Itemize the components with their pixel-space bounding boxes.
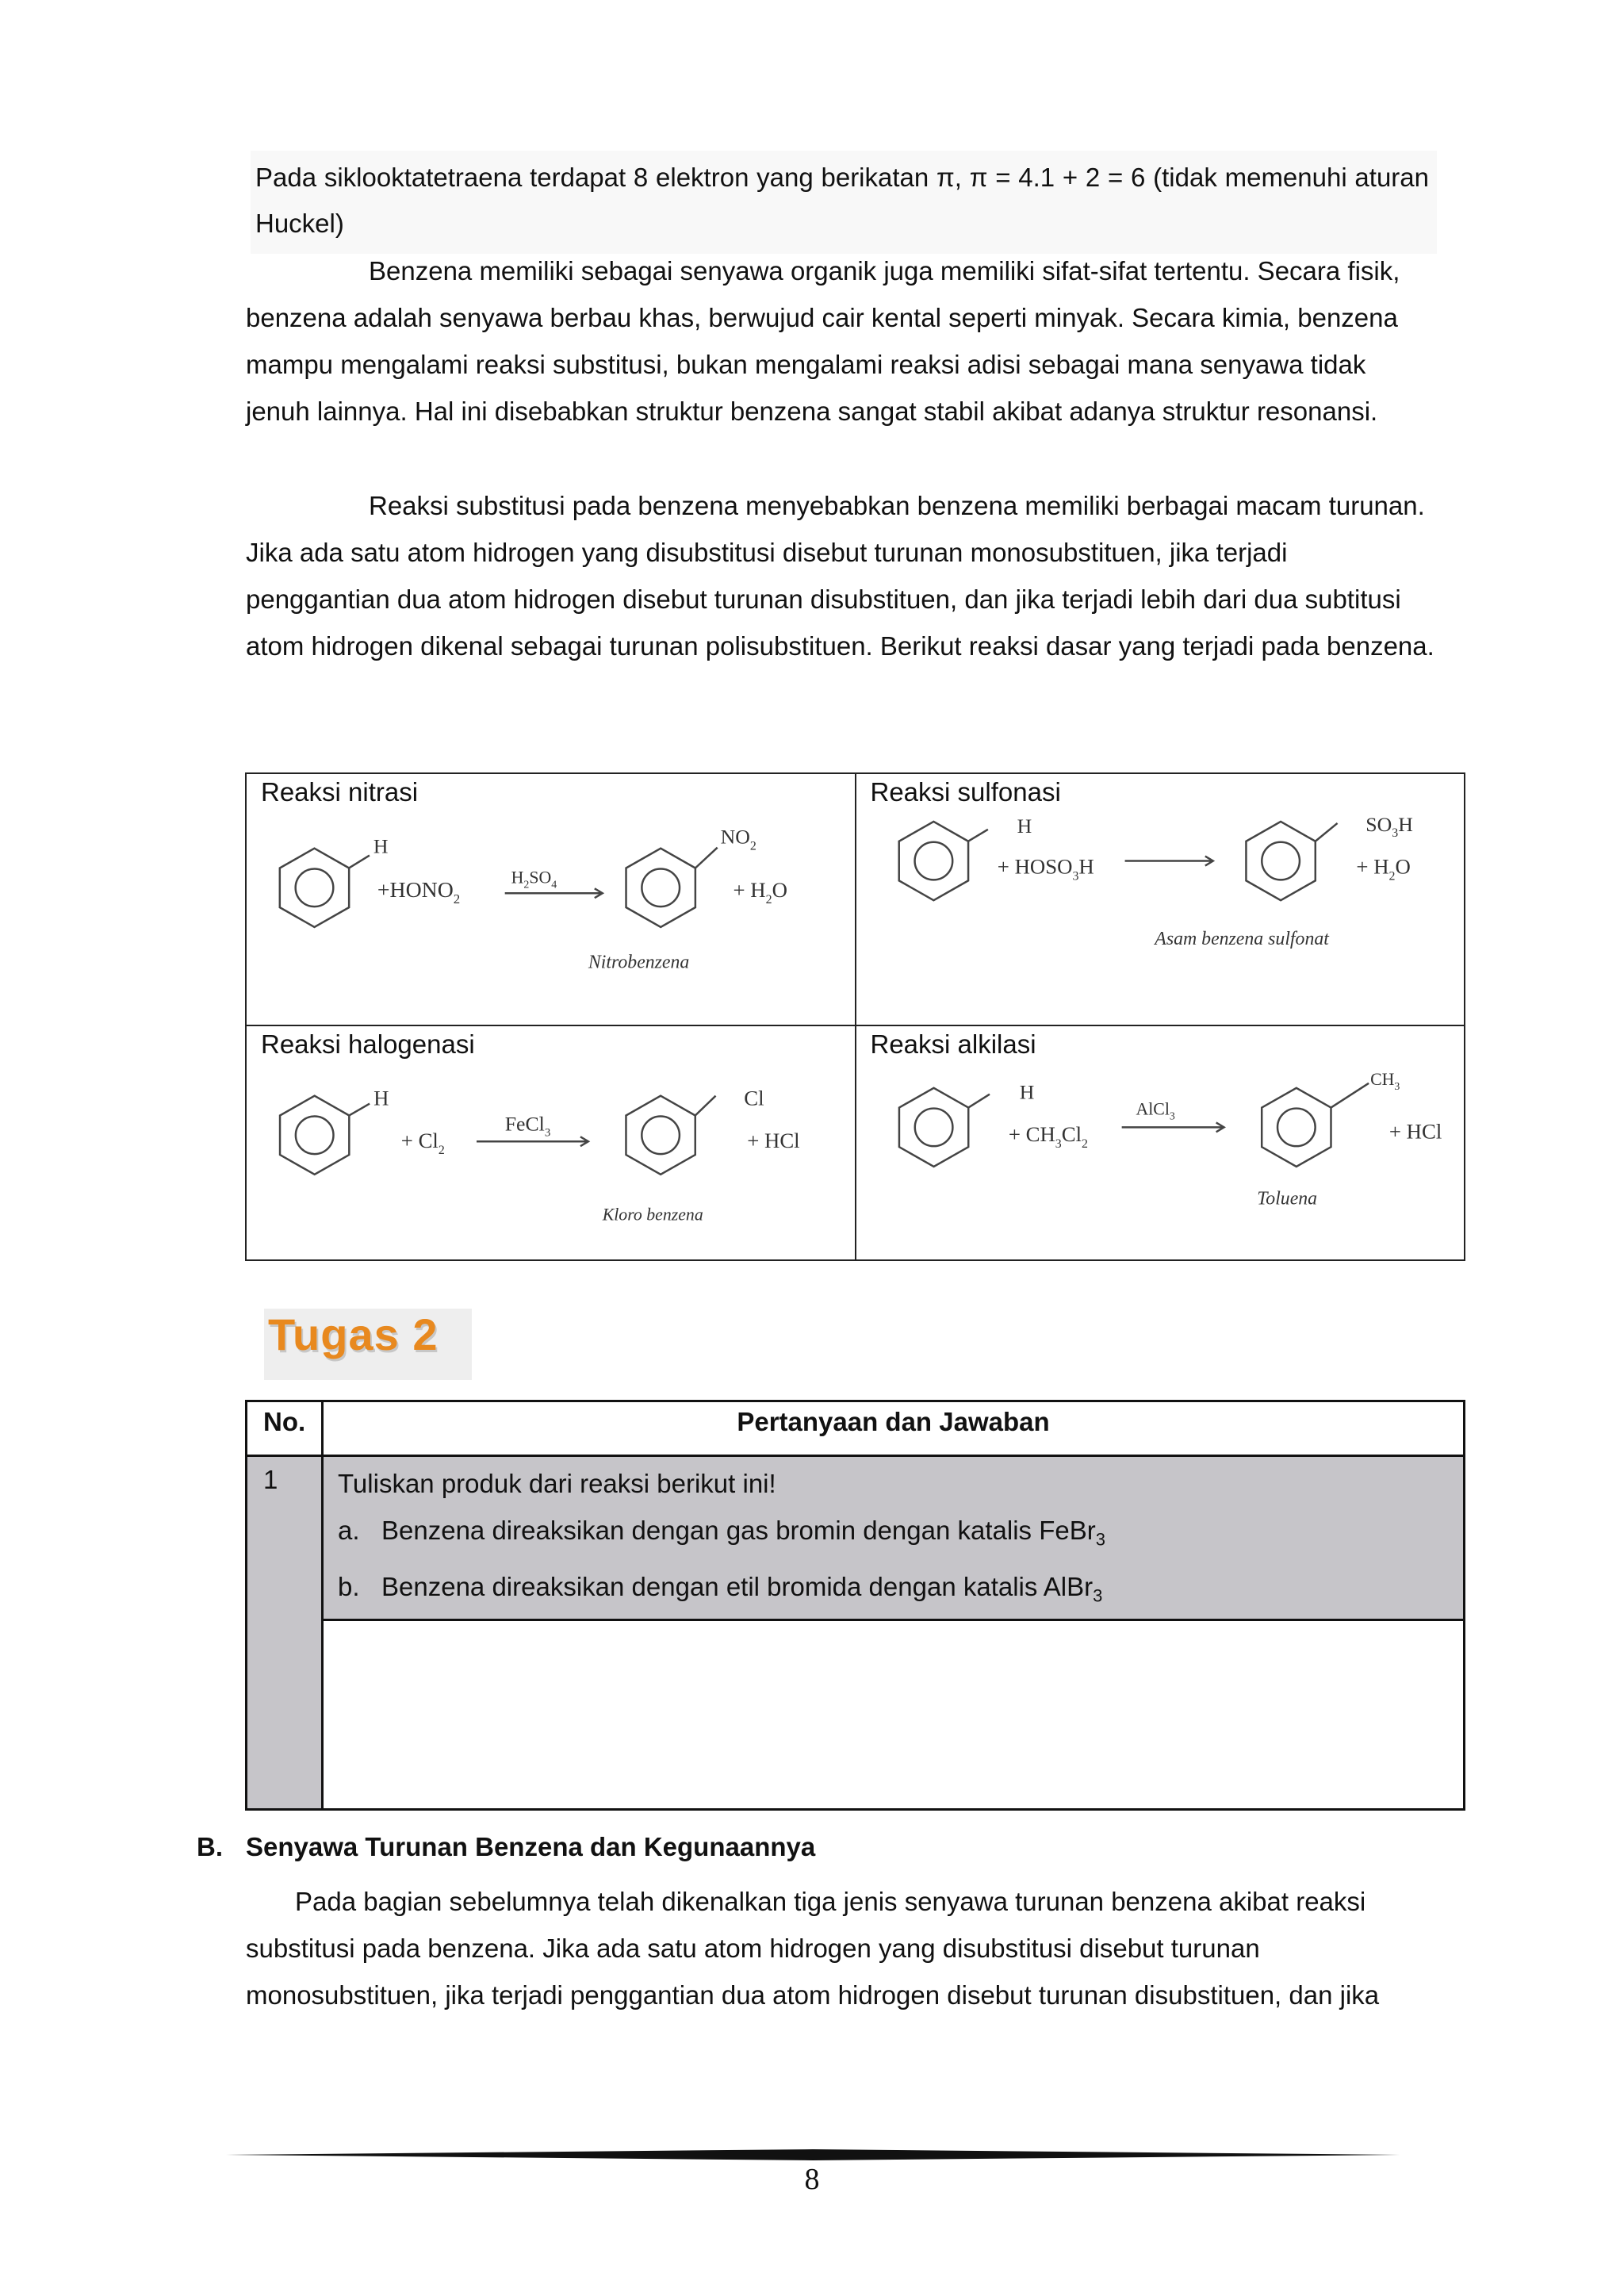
bond-line (695, 1096, 716, 1116)
intro-text: Pada siklooktatetraena terdapat 8 elektron yang berikatan π, π = 4.1 + 2 = 6 (tidak memenuhi aturan Huckel) (255, 163, 1429, 238)
benzene-circle (296, 868, 334, 907)
reagent-label: $+HONO_2$ (377, 878, 461, 907)
catalyst-label: AlCl$_3$ (1136, 1099, 1175, 1123)
halogenation-scheme (247, 1066, 855, 1259)
benzene-circle (914, 1109, 952, 1147)
label-sulfonasi: Reaksi sulfonasi (870, 777, 1061, 807)
question-cell (323, 1456, 1465, 1620)
cell-sulfonasi (856, 773, 1465, 1025)
page-number: 8 (804, 2163, 820, 2196)
benzene-ring (626, 1096, 695, 1175)
item-text: Benzena direaksikan dengan etil bromida dengan katalis AlBr (381, 1571, 1094, 1601)
product-group-label: $SO_3H$ (1365, 814, 1413, 840)
benzene-circle (1277, 1109, 1316, 1147)
bond-line (968, 1094, 990, 1108)
cell-nitrasi (246, 773, 856, 1025)
benzene-ring (898, 822, 967, 900)
benzene-ring (1246, 822, 1315, 900)
bond-line (695, 848, 718, 868)
cell-alkilasi (856, 1025, 1465, 1260)
byproduct-label: + HCl (1388, 1119, 1442, 1144)
section-b-heading (197, 1832, 815, 1862)
item-subscript: 3 (1095, 1529, 1105, 1550)
h-label: H (1019, 1080, 1034, 1104)
product-group-label: Cl (744, 1086, 764, 1110)
tugas-heading: Tugas 2 (268, 1309, 439, 1359)
bond-line (349, 856, 370, 868)
reagent-label: + $CH_3Cl_2$ (1008, 1122, 1088, 1152)
benzene-circle (296, 1116, 334, 1154)
reaction-table (245, 772, 1465, 1261)
bond-line (349, 1104, 370, 1116)
nitration-scheme (247, 814, 855, 1025)
question-item-b (338, 1563, 1463, 1619)
item-letter: b. (338, 1571, 360, 1601)
question-item-a (338, 1507, 1463, 1563)
benzene-circle (914, 842, 952, 880)
alkylation-scheme (856, 1066, 1465, 1259)
benzene-ring (1262, 1088, 1331, 1167)
paragraph-substitution: Reaksi substitusi pada benzena menyebabkan benzena memiliki berbagai macam turunan. Jika ada satu atom hidrogen yang disubstitusi disebut turunan monosubstituen, jika terjadi penggantian dua atom hidrogen disebut turunan disubstituen, dan jika terjadi lebih dari dua subtitusi atom hidrogen dikenal sebagai turunan polisubstituen. Berikut reaksi dasar yang terjadi pada benzena. (246, 491, 1434, 661)
benzene-circle (642, 1116, 680, 1154)
question-text: Tuliskan produk dari reaksi berikut ini! (338, 1469, 776, 1498)
label-nitrasi: Reaksi nitrasi (261, 777, 419, 807)
byproduct-label: + $H_2O$ (733, 878, 787, 907)
task-table (245, 1400, 1465, 1811)
product-name: Nitrobenzena (588, 952, 690, 973)
h-label: H (373, 834, 389, 858)
item-subscript: 3 (1093, 1585, 1103, 1606)
item-text: Benzena direaksikan dengan gas bromin dengan katalis FeBr (381, 1516, 1096, 1545)
section-title: Senyawa Turunan Benzena dan Kegunaannya (246, 1832, 816, 1861)
benzene-ring (898, 1088, 967, 1167)
footer-divider (226, 2149, 1400, 2160)
answer-area[interactable] (323, 1620, 1465, 1810)
bond-line (1315, 823, 1337, 841)
item-letter: a. (338, 1516, 360, 1545)
benzene-circle (642, 868, 680, 907)
benzene-circle (1262, 842, 1300, 880)
h-label: H (373, 1086, 389, 1110)
paragraph-benzene-properties: Benzena memiliki sebagai senyawa organik juga memiliki sifat-sifat tertentu. Secara fisik, benzena adalah senyawa berbau khas, berwujud cair kental seperti minyak. Secara kimia, benzena mampu mengalami reaksi substitusi, bukan mengalami reaksi adisi sebagai mana senyawa tidak jenuh lainnya. Hal ini disebabkan struktur benzena sangat stabil akibat adanya struktur resonansi. (246, 256, 1400, 426)
benzene-ring (280, 849, 349, 927)
header-no: No. (247, 1401, 323, 1456)
cell-halogenasi (246, 1025, 856, 1260)
reagent-label: + $HOSO_3H$ (997, 854, 1094, 884)
bond-line (968, 830, 988, 841)
byproduct-label: + HCl (747, 1129, 800, 1153)
label-halogenasi: Reaksi halogenasi (261, 1029, 475, 1059)
product-group-label: $NO_2$ (720, 825, 756, 853)
row-number: 1 (247, 1456, 323, 1810)
product-name: Asam benzena sulfonat (1154, 928, 1329, 949)
section-b-text: Pada bagian sebelumnya telah dikenalkan tiga jenis senyawa turunan benzena akibat reaksi substitusi pada benzena. Jika ada satu atom hidrogen yang disubstitusi disebut turunan monosubstituen, jika terjadi penggantian dua atom hidrogen disebut turunan disubstituen, dan jika (246, 1887, 1380, 2010)
section-letter: B. (197, 1832, 223, 1861)
header-pertanyaan-jawaban: Pertanyaan dan Jawaban (323, 1401, 1465, 1456)
product-name: Toluena (1256, 1188, 1317, 1209)
sulfonation-scheme (856, 814, 1465, 1025)
byproduct-label: + $H_2O$ (1355, 854, 1411, 884)
reagent-label: + $Cl_2$ (400, 1129, 445, 1158)
catalyst-label: $H_2SO_4$ (511, 868, 557, 891)
benzene-ring (626, 849, 695, 927)
catalyst-label: FeCl$_3$ (504, 1112, 551, 1140)
h-label: H (1017, 814, 1032, 838)
label-alkilasi: Reaksi alkilasi (870, 1029, 1036, 1059)
product-group-label: $CH_3$ (1369, 1069, 1400, 1093)
benzene-ring (280, 1096, 349, 1175)
product-name: Kloro benzena (602, 1205, 703, 1225)
section-b-paragraph (246, 1878, 1435, 2018)
bond-line (1331, 1083, 1369, 1108)
